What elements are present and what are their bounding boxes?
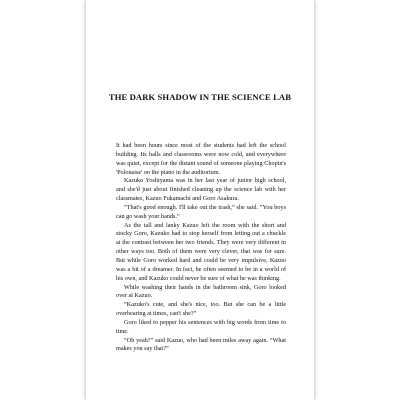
paragraph: “That's good enough. I'll take out the trash,” she said. “You boys can go wash your hands.” <box>116 203 286 220</box>
body-text <box>116 142 286 354</box>
paragraph: “Kazuko's cute, and she's nice, too. But she can be a little overbearing at times, can't she?” <box>116 301 286 318</box>
book-page <box>86 0 314 400</box>
paragraph: “Oh yeah?” said Kazuo, who had been miles away again. “What makes you say that?” <box>116 336 286 353</box>
paragraph: Kazuko Yoshiyama was in her last year of junior high school, and she'd just about finished cleaning up the science lab with her classmates, Kazuo Fukamachi and Goro Asakura. <box>116 177 286 203</box>
paragraph: It had been hours since most of the students had left the school building. Its halls and classrooms were now cold, and everywhere was quiet, except for the distant sound of someone playing Chopin's 'Polonaise' on the piano in the auditorium. <box>116 142 286 176</box>
paragraph: As the tall and lanky Kazuo left the room with the short and stocky Goro, Kazuko had to stop herself from letting out a chuckle at the contrast between her two friends. They were very different in other ways too. Both of them were very clever, that was for sure. But while Goro worked hard and could be very impulsive, Kazuo was a bit of a dreamer. In fact, he often seemed to be in a world of his own, and Kazuko could never be sure of what he was thinking. <box>116 221 286 282</box>
paragraph: Goro liked to pepper his sentences with big words from time to time. <box>116 318 286 335</box>
chapter-title: THE DARK SHADOW IN THE SCIENCE LAB <box>108 92 292 102</box>
paragraph: While washing their hands in the bathroom sink, Goro looked over at Kazuo. <box>116 283 286 300</box>
